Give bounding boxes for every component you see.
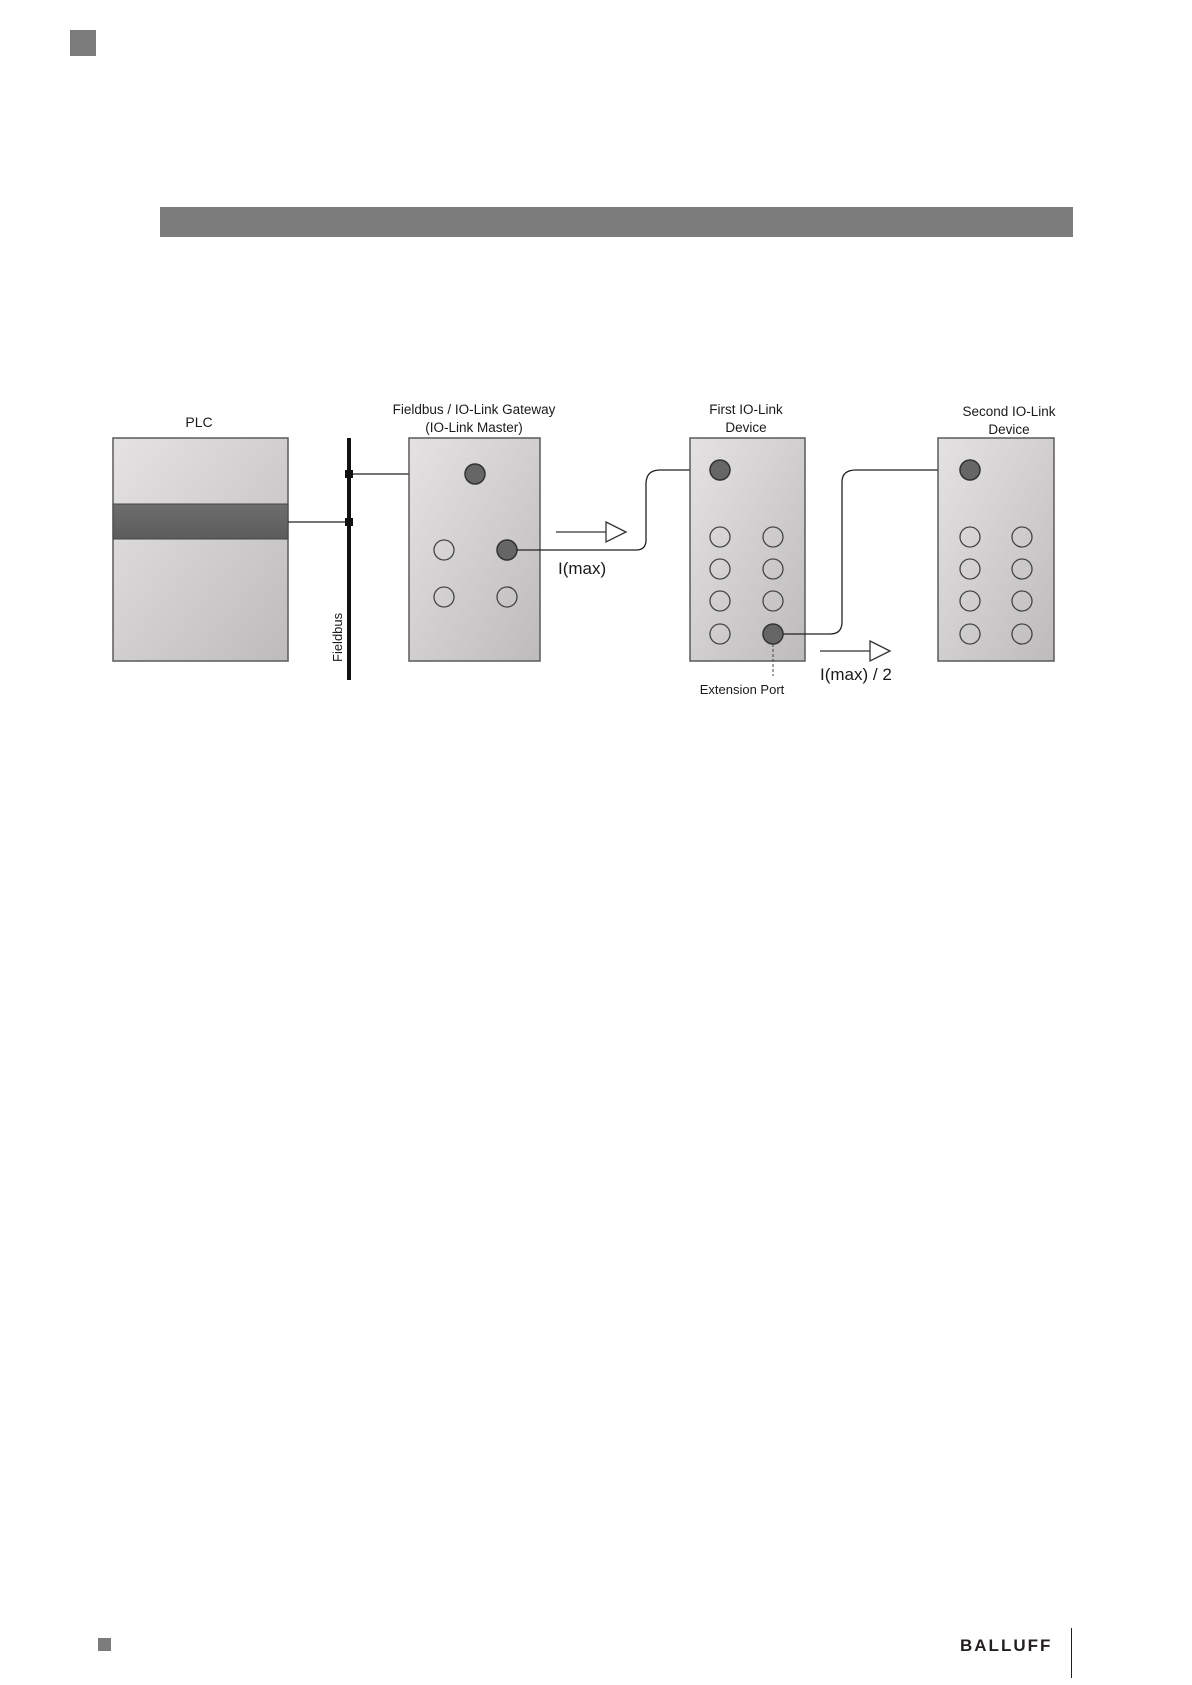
extension-port-label: Extension Port xyxy=(699,682,785,697)
second-device-block xyxy=(938,438,1054,661)
first-device-block xyxy=(690,438,805,661)
current-arrow-full xyxy=(556,522,626,542)
footer-marker xyxy=(98,1638,111,1651)
current-label-full: I(max) xyxy=(558,559,607,578)
current-arrow-half xyxy=(820,641,890,661)
current-label-half: I(max) / 2 xyxy=(820,665,892,684)
footer-divider xyxy=(1071,1628,1072,1678)
plc-label: PLC xyxy=(185,414,213,430)
fieldbus-label: Fieldbus xyxy=(330,612,345,662)
second-device-label-line1: Second IO-Link xyxy=(962,404,1056,419)
second-device-label-line2: Device xyxy=(988,422,1030,437)
link-first-to-second-device xyxy=(783,470,960,634)
first-device-port-input xyxy=(710,460,730,480)
second-device-port-input xyxy=(960,460,980,480)
first-device-extension-port xyxy=(763,624,783,644)
gateway-port-active xyxy=(497,540,517,560)
plc-block xyxy=(113,438,288,661)
gateway-label-line2: (IO-Link Master) xyxy=(425,420,523,435)
brand-logo: BALLUFF xyxy=(960,1636,1053,1655)
gateway-port-fieldbus xyxy=(465,464,485,484)
first-device-label-line2: Device xyxy=(725,420,767,435)
first-device-label-line1: First IO-Link xyxy=(709,402,783,417)
gateway-label-line1: Fieldbus / IO-Link Gateway xyxy=(392,402,556,417)
